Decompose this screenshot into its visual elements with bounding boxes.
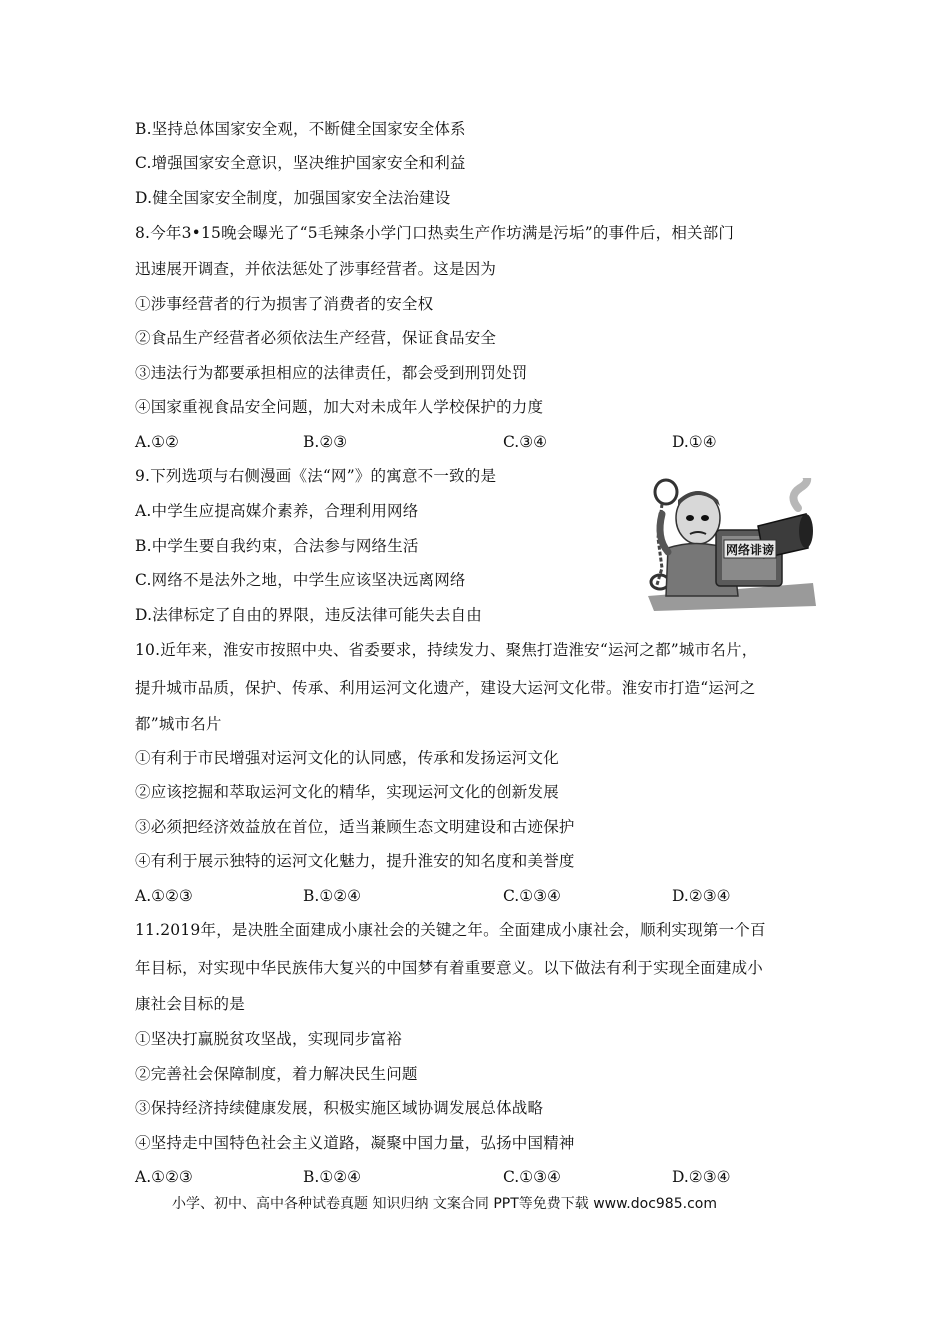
q8-choice-c: C.③④ (503, 433, 548, 451)
q11-choice-a: A.①②③ (135, 1168, 193, 1186)
q9-stem: 9.下列选项与右侧漫画《法“网”》的寓意不一致的是 (135, 467, 497, 485)
q11-stem-line-2: 年目标，对实现中华民族伟大复兴的中国梦有着重要意义。以下做法有利于实现全面建成小 (135, 959, 764, 977)
q11-item-3: ③保持经济持续健康发展，积极实施区域协调发展总体战略 (135, 1099, 544, 1117)
q10-choice-a: A.①②③ (135, 887, 193, 905)
q10-stem-line-3: 都”城市名片 (135, 715, 222, 733)
q8-choice-d: D.①④ (672, 433, 717, 451)
q10-stem-line-2: 提升城市品质，保护、传承、利用运河文化遗产，建设大运河文化带。淮安市打造“运河之 (135, 679, 756, 697)
q11-choice-b: B.①②④ (303, 1168, 362, 1186)
q9-option-d: D.法律标定了自由的界限，违反法律可能失去自由 (135, 606, 482, 624)
q9-option-b: B.中学生要自我约束，合法参与网络生活 (135, 537, 419, 555)
footer-download-notice: 小学、初中、高中各种试卷真题 知识归纳 文案合同 PPT等免费下载 www.doc985.com (172, 1196, 717, 1212)
q8-item-3: ③违法行为都要承担相应的法律责任，都会受到刑罚处罚 (135, 364, 528, 382)
cartoon-illustration (638, 478, 818, 611)
q10-item-4: ④有利于展示独特的运河文化魅力，提升淮安的知名度和美誉度 (135, 852, 575, 870)
monitor-cannon (716, 478, 813, 586)
prev-option-c: C.增强国家安全意识，坚决维护国家安全和利益 (135, 154, 466, 172)
q10-item-2: ②应该挖掘和萃取运河文化的精华，实现运河文化的创新发展 (135, 783, 559, 801)
q8-stem-line-2: 迅速展开调查，并依法惩处了涉事经营者。这是因为 (135, 260, 497, 278)
q11-stem-line-1: 11.2019年，是决胜全面建成小康社会的关键之年。全面建成小康社会，顺利实现第一个百 (135, 921, 766, 939)
q11-item-1: ①坚决打赢脱贫攻坚战，实现同步富裕 (135, 1030, 402, 1048)
q11-choice-c: C.①③④ (503, 1168, 561, 1186)
q10-choice-d: D.②③④ (672, 887, 731, 905)
q8-item-1: ①涉事经营者的行为损害了消费者的安全权 (135, 295, 434, 313)
q8-stem-line-1: 8.今年3•15晚会曝光了“5毛辣条小学门口热卖生产作坊满是污垢”的事件后，相关部门 (135, 224, 735, 242)
q8-item-4: ④国家重视食品安全问题，加大对未成年人学校保护的力度 (135, 398, 544, 416)
q11-item-4: ④坚持走中国特色社会主义道路，凝聚中国力量，弘扬中国精神 (135, 1134, 575, 1152)
prev-option-b: B.坚持总体国家安全观，不断健全国家安全体系 (135, 120, 466, 138)
q9-option-c: C.网络不是法外之地，中学生应该坚决远离网络 (135, 571, 466, 589)
q10-choice-c: C.①③④ (503, 887, 561, 905)
q11-stem-line-3: 康社会目标的是 (135, 995, 245, 1013)
q8-choice-a: A.①② (135, 433, 179, 451)
cartoon-label: 网络诽谤 (725, 543, 775, 557)
q10-item-1: ①有利于市民增强对运河文化的认同感，传承和发扬运河文化 (135, 749, 559, 767)
q11-choice-d: D.②③④ (672, 1168, 731, 1186)
prev-option-d: D.健全国家安全制度，加强国家安全法治建设 (135, 189, 451, 207)
q8-item-2: ②食品生产经营者必须依法生产经营，保证食品安全 (135, 329, 497, 347)
q10-stem-line-1: 10.近年来，淮安市按照中央、省委要求，持续发力、聚焦打造淮安“运河之都”城市名片， (135, 641, 758, 659)
q9-option-a: A.中学生应提高媒介素养，合理利用网络 (135, 502, 419, 520)
q11-item-2: ②完善社会保障制度，着力解决民生问题 (135, 1065, 418, 1083)
q10-item-3: ③必须把经济效益放在首位，适当兼顾生态文明建设和古迹保护 (135, 818, 575, 836)
q10-choice-b: B.①②④ (303, 887, 362, 905)
q8-choice-b: B.②③ (303, 433, 348, 451)
